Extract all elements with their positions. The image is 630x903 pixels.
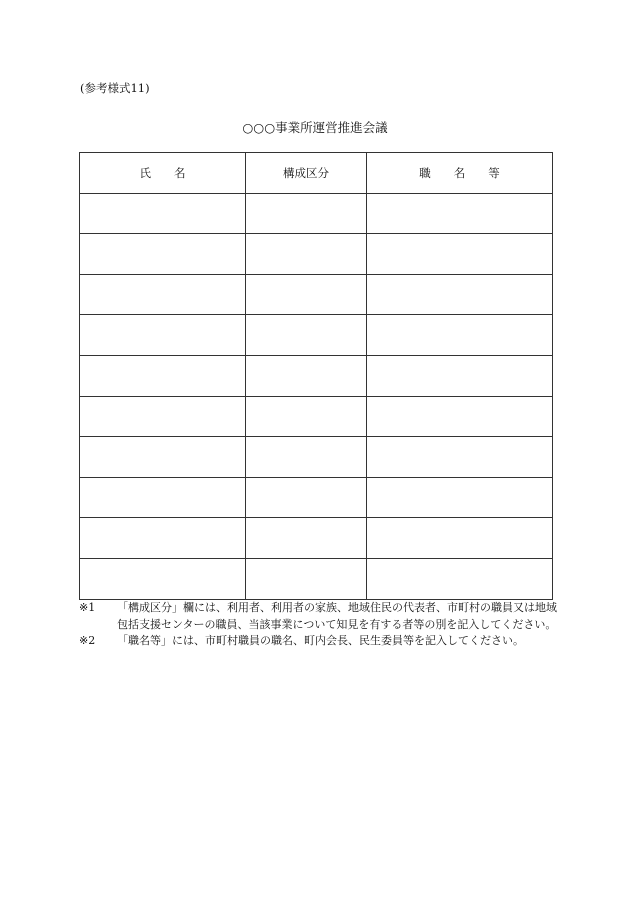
table-row [80,315,553,356]
cell-category[interactable] [246,477,367,518]
cell-name[interactable] [80,396,246,437]
cell-name[interactable] [80,355,246,396]
cell-position[interactable] [367,558,553,599]
table-row [80,193,553,234]
cell-category[interactable] [246,274,367,315]
document-title: ○○○事業所運営推進会議 [242,120,388,135]
cell-category[interactable] [246,315,367,356]
form-reference: (参考様式11) [80,81,150,95]
table-row [80,558,553,599]
cell-position[interactable] [367,274,553,315]
cell-name[interactable] [80,558,246,599]
table-row [80,274,553,315]
notes [79,600,559,650]
cell-category[interactable] [246,355,367,396]
header-position: 職 名 等 [367,153,553,194]
table-row [80,437,553,478]
cell-category[interactable] [246,193,367,234]
note-mark: ※1 [79,601,96,614]
cell-position[interactable] [367,477,553,518]
cell-position[interactable] [367,234,553,275]
cell-position[interactable] [367,518,553,559]
cell-name[interactable] [80,234,246,275]
cell-name[interactable] [80,477,246,518]
note-1 [79,600,559,633]
cell-position[interactable] [367,396,553,437]
cell-name[interactable] [80,315,246,356]
note-mark: ※2 [79,634,96,648]
header-name: 氏 名 [80,153,246,194]
table-row [80,355,553,396]
cell-name[interactable] [80,518,246,559]
header-row [80,153,553,194]
cell-category[interactable] [246,437,367,478]
cell-category[interactable] [246,396,367,437]
note-text: 「構成区分」欄には、利用者、利用者の家族、地域住民の代表者、市町村の職員又は地域包括支援センターの職員、当該事業について知見を有する者等の別を記入してください。 [117,601,557,631]
cell-name[interactable] [80,193,246,234]
cell-position[interactable] [367,355,553,396]
cell-name[interactable] [80,274,246,315]
cell-category[interactable] [246,234,367,275]
cell-position[interactable] [367,193,553,234]
note-2 [79,633,559,650]
member-table [79,152,553,600]
table-row [80,234,553,275]
table-row [80,518,553,559]
cell-position[interactable] [367,437,553,478]
header-category: 構成区分 [246,153,367,194]
cell-name[interactable] [80,437,246,478]
table-row [80,396,553,437]
cell-category[interactable] [246,518,367,559]
cell-position[interactable] [367,315,553,356]
note-text: 「職名等」には、市町村職員の職名、町内会長、民生委員等を記入してください。 [117,634,524,648]
table-row [80,477,553,518]
cell-category[interactable] [246,558,367,599]
